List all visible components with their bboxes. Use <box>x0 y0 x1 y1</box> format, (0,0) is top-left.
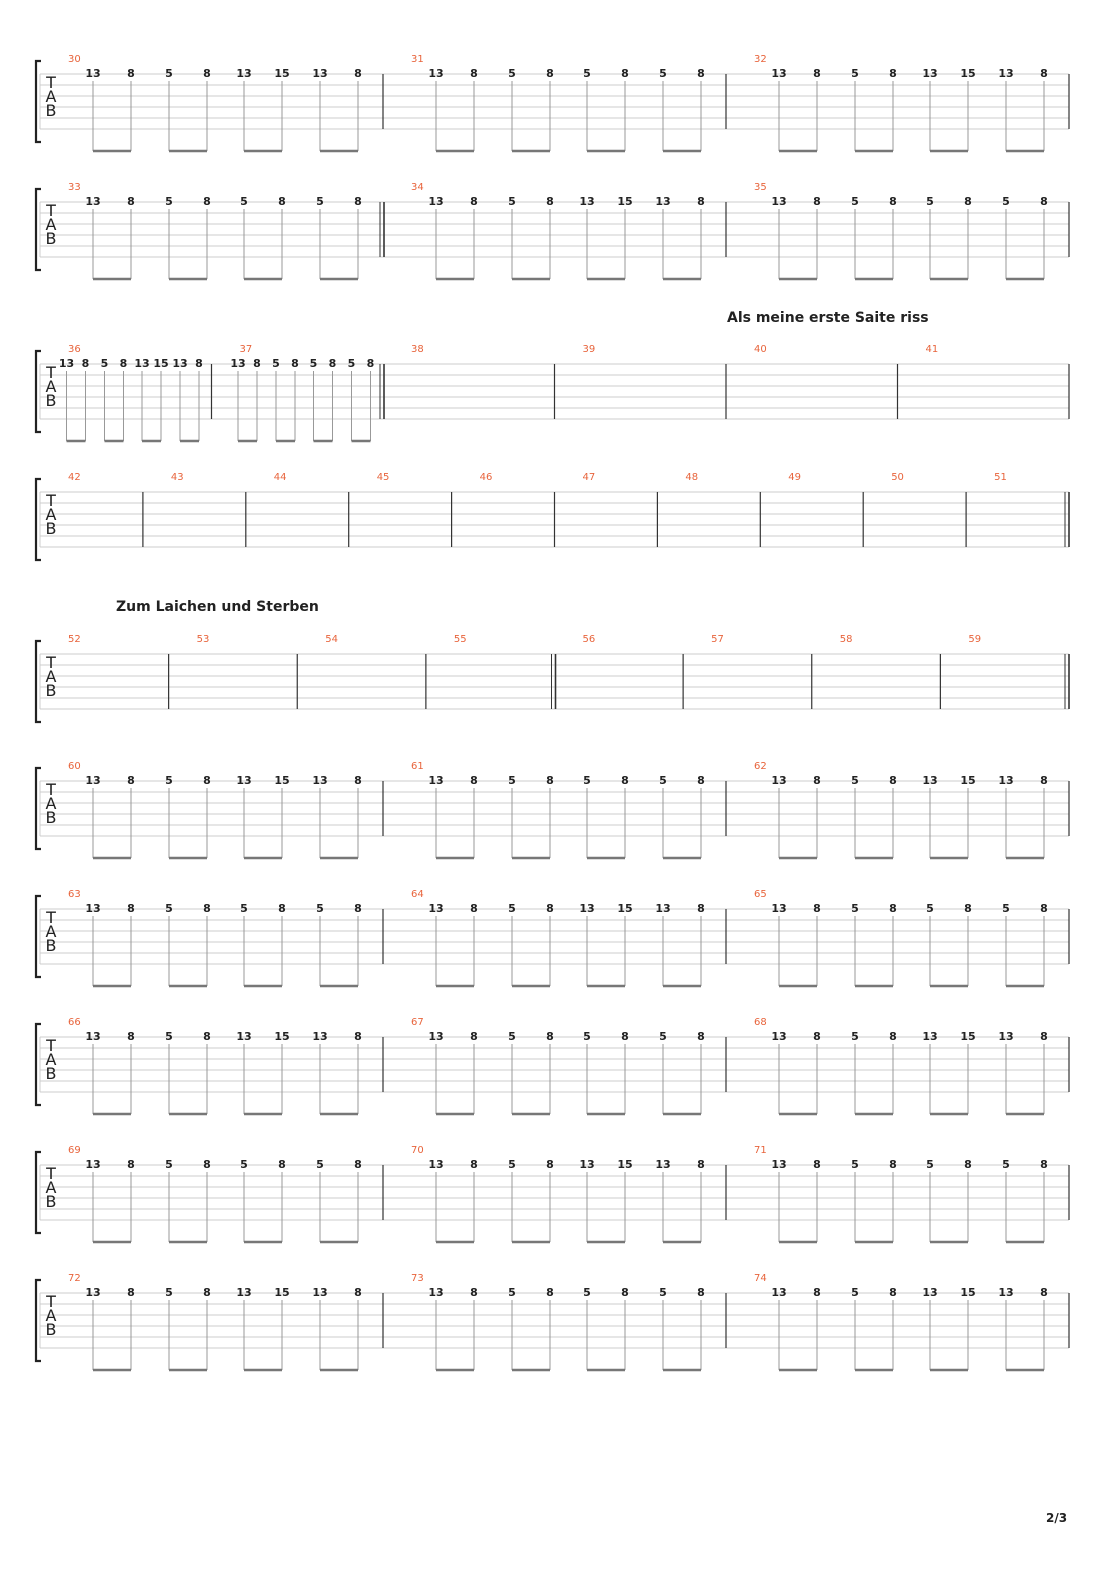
fret-number: 8 <box>1040 1286 1048 1299</box>
fret-number: 13 <box>655 902 671 915</box>
fret-number: 15 <box>960 1030 976 1043</box>
fret-number: 13 <box>771 902 787 915</box>
fret-number: 8 <box>203 195 211 208</box>
fret-number: 5 <box>165 67 173 80</box>
fret-number: 8 <box>354 1286 362 1299</box>
fret-number: 5 <box>508 1286 516 1299</box>
tab-clef-letter: A <box>45 1050 57 1069</box>
fret-number: 13 <box>428 902 444 915</box>
tab-clef-letter: T <box>46 908 56 927</box>
tab-clef-letter: T <box>46 73 56 92</box>
fret-number: 13 <box>236 1286 252 1299</box>
fret-number: 13 <box>428 67 444 80</box>
fret-number: 13 <box>172 357 188 370</box>
measure-number: 47 <box>582 472 596 483</box>
fret-number: 8 <box>354 1030 362 1043</box>
tab-clef-letter: A <box>45 667 57 686</box>
fret-number: 13 <box>312 1286 328 1299</box>
fret-number: 5 <box>240 195 248 208</box>
tab-clef-letter: B <box>45 519 57 538</box>
fret-number: 13 <box>312 1030 328 1043</box>
measure-number: 71 <box>754 1145 767 1156</box>
fret-number: 15 <box>274 1286 290 1299</box>
fret-number: 8 <box>203 1286 211 1299</box>
measure-number: 37 <box>239 344 253 355</box>
measure-number: 61 <box>411 761 424 772</box>
fret-number: 8 <box>697 1030 705 1043</box>
fret-number: 5 <box>851 774 859 787</box>
measure-number: 55 <box>453 634 467 645</box>
fret-number: 13 <box>85 902 101 915</box>
fret-number: 8 <box>366 357 375 370</box>
measure-number: 57 <box>711 634 724 645</box>
fret-number: 5 <box>165 1158 173 1171</box>
tab-clef-letter: B <box>45 391 57 410</box>
measure-number: 39 <box>582 344 596 355</box>
fret-number: 13 <box>85 1030 101 1043</box>
fret-number: 8 <box>813 195 821 208</box>
page-number: 2/3 <box>1046 1511 1068 1525</box>
fret-number: 13 <box>58 357 75 370</box>
fret-number: 5 <box>165 902 173 915</box>
measure-number: 63 <box>68 889 81 900</box>
fret-number: 13 <box>428 1286 444 1299</box>
fret-number: 8 <box>253 357 261 370</box>
fret-number: 5 <box>272 357 280 370</box>
fret-number: 8 <box>697 67 705 80</box>
fret-number: 5 <box>508 195 516 208</box>
fret-number: 13 <box>428 774 444 787</box>
fret-number: 15 <box>153 357 169 370</box>
fret-number: 8 <box>546 1030 554 1043</box>
fret-number: 5 <box>926 195 934 208</box>
fret-number: 5 <box>165 1286 173 1299</box>
measure-number: 66 <box>68 1017 81 1028</box>
measure-number: 60 <box>68 761 81 772</box>
tab-clef-letter: B <box>45 101 57 120</box>
fret-number: 8 <box>354 67 362 80</box>
tab-system-10 <box>36 1273 1069 1370</box>
fret-number: 5 <box>316 902 324 915</box>
fret-number: 8 <box>278 902 286 915</box>
fret-number: 8 <box>813 1030 821 1043</box>
fret-number: 8 <box>470 1158 478 1171</box>
fret-number: 5 <box>659 774 667 787</box>
fret-number: 8 <box>889 67 897 80</box>
fret-number: 8 <box>470 67 478 80</box>
fret-number: 5 <box>508 1030 516 1043</box>
fret-number: 8 <box>697 774 705 787</box>
fret-number: 8 <box>278 1158 286 1171</box>
fret-number: 5 <box>583 1030 591 1043</box>
fret-number: 8 <box>546 67 554 80</box>
tab-clef-letter: A <box>45 1178 57 1197</box>
fret-number: 15 <box>617 902 633 915</box>
fret-number: 13 <box>998 1030 1014 1043</box>
tab-system-3 <box>36 344 1069 441</box>
tab-clef-letter: A <box>45 215 57 234</box>
fret-number: 8 <box>964 195 972 208</box>
fret-number: 8 <box>964 1158 972 1171</box>
fret-number: 8 <box>546 1158 554 1171</box>
fret-number: 8 <box>697 195 705 208</box>
fret-number: 8 <box>546 902 554 915</box>
tab-clef-letter: T <box>46 1292 56 1311</box>
fret-number: 8 <box>889 1030 897 1043</box>
fret-number: 8 <box>813 774 821 787</box>
fret-number: 8 <box>813 1158 821 1171</box>
fret-number: 13 <box>655 1158 671 1171</box>
measure-number: 33 <box>68 182 81 193</box>
fret-number: 15 <box>960 774 976 787</box>
measure-number: 49 <box>788 472 802 483</box>
measure-number: 54 <box>325 634 338 645</box>
tab-system-1 <box>36 54 1069 151</box>
fret-number: 8 <box>813 67 821 80</box>
fret-number: 13 <box>771 195 787 208</box>
fret-number: 13 <box>236 67 252 80</box>
fret-number: 8 <box>470 774 478 787</box>
tab-clef-letter: B <box>45 681 57 700</box>
measure-number: 72 <box>68 1273 81 1284</box>
tab-clef-letter: T <box>46 201 56 220</box>
measure-number: 43 <box>170 472 184 483</box>
fret-number: 8 <box>813 1286 821 1299</box>
fret-number: 8 <box>1040 902 1048 915</box>
fret-number: 15 <box>617 195 633 208</box>
fret-number: 5 <box>240 1158 248 1171</box>
measure-number: 50 <box>891 472 904 483</box>
tab-clef-letter: B <box>45 1320 57 1339</box>
measure-number: 73 <box>411 1273 424 1284</box>
tab-clef-letter: T <box>46 1036 56 1055</box>
fret-number: 13 <box>771 774 787 787</box>
measure-number: 70 <box>411 1145 424 1156</box>
fret-number: 5 <box>851 1158 859 1171</box>
fret-number: 13 <box>579 902 595 915</box>
section-text-als-meine-erste-saite-riss: Als meine erste Saite riss <box>727 310 929 326</box>
measure-number: 46 <box>479 472 493 483</box>
fret-number: 13 <box>230 357 246 370</box>
measure-number: 68 <box>754 1017 767 1028</box>
fret-number: 13 <box>771 1030 787 1043</box>
fret-number: 5 <box>851 195 859 208</box>
fret-number: 13 <box>428 195 444 208</box>
fret-number: 5 <box>583 774 591 787</box>
fret-number: 8 <box>127 67 135 80</box>
fret-number: 13 <box>922 1286 938 1299</box>
tab-clef-letter: B <box>45 229 57 248</box>
fret-number: 8 <box>1040 195 1048 208</box>
measure-number: 64 <box>411 889 424 900</box>
fret-number: 8 <box>195 357 203 370</box>
measure-number: 31 <box>411 54 424 65</box>
fret-number: 8 <box>470 1030 478 1043</box>
measure-number: 65 <box>754 889 767 900</box>
measure-number: 52 <box>68 634 81 645</box>
fret-number: 8 <box>291 357 299 370</box>
fret-number: 15 <box>617 1158 633 1171</box>
fret-number: 5 <box>926 902 934 915</box>
fret-number: 8 <box>119 357 128 370</box>
fret-number: 5 <box>851 1030 859 1043</box>
fret-number: 8 <box>621 774 629 787</box>
fret-number: 8 <box>203 1030 211 1043</box>
fret-number: 5 <box>165 1030 173 1043</box>
tab-clef-letter: T <box>46 653 56 672</box>
measure-number: 38 <box>411 344 424 355</box>
measure-number: 67 <box>411 1017 424 1028</box>
tab-system-7 <box>36 889 1069 986</box>
fret-number: 5 <box>240 902 248 915</box>
fret-number: 8 <box>354 1158 362 1171</box>
measure-number: 69 <box>68 1145 81 1156</box>
fret-number: 15 <box>274 1030 290 1043</box>
measure-number: 48 <box>685 472 699 483</box>
fret-number: 13 <box>428 1158 444 1171</box>
fret-number: 8 <box>546 1286 554 1299</box>
fret-number: 5 <box>165 195 173 208</box>
fret-number: 8 <box>328 357 337 370</box>
fret-number: 5 <box>165 774 173 787</box>
fret-number: 8 <box>127 195 135 208</box>
fret-number: 5 <box>659 67 667 80</box>
fret-number: 13 <box>312 67 328 80</box>
fret-number: 8 <box>621 67 629 80</box>
fret-number: 8 <box>889 774 897 787</box>
fret-number: 8 <box>697 1286 705 1299</box>
fret-number: 13 <box>771 1286 787 1299</box>
fret-number: 5 <box>851 67 859 80</box>
fret-number: 8 <box>697 1158 705 1171</box>
tab-clef-letter: B <box>45 1064 57 1083</box>
fret-number: 8 <box>621 1030 629 1043</box>
fret-number: 13 <box>85 1158 101 1171</box>
fret-number: 13 <box>236 1030 252 1043</box>
fret-number: 5 <box>508 774 516 787</box>
fret-number: 8 <box>203 902 211 915</box>
fret-number: 8 <box>889 195 897 208</box>
measure-number: 36 <box>68 344 81 355</box>
measure-number: 30 <box>68 54 81 65</box>
fret-number: 13 <box>134 357 150 370</box>
fret-number: 5 <box>851 1286 859 1299</box>
measure-number: 44 <box>273 472 287 483</box>
fret-number: 8 <box>964 902 972 915</box>
fret-number: 5 <box>347 357 356 370</box>
measure-number: 58 <box>839 634 853 645</box>
measure-number: 59 <box>968 634 982 645</box>
fret-number: 8 <box>697 902 705 915</box>
measure-number: 74 <box>754 1273 767 1284</box>
fret-number: 8 <box>127 1286 135 1299</box>
fret-number: 8 <box>354 774 362 787</box>
fret-number: 13 <box>312 774 328 787</box>
fret-number: 5 <box>1002 902 1010 915</box>
fret-number: 5 <box>583 1286 591 1299</box>
tab-clef-letter: A <box>45 1306 57 1325</box>
tab-clef-letter: B <box>45 936 57 955</box>
fret-number: 13 <box>922 1030 938 1043</box>
measure-number: 32 <box>754 54 767 65</box>
fret-number: 8 <box>203 1158 211 1171</box>
fret-number: 5 <box>659 1286 667 1299</box>
fret-number: 8 <box>470 902 478 915</box>
fret-number: 5 <box>851 902 859 915</box>
tab-system-2 <box>36 182 1069 279</box>
fret-number: 8 <box>127 774 135 787</box>
tab-system-5 <box>36 634 1069 722</box>
fret-number: 8 <box>470 1286 478 1299</box>
tab-clef-letter: T <box>46 1164 56 1183</box>
measure-number: 51 <box>994 472 1007 483</box>
tab-clef-letter: A <box>45 922 57 941</box>
tab-system-4 <box>36 472 1069 560</box>
fret-number: 8 <box>1040 1030 1048 1043</box>
fret-number: 5 <box>508 902 516 915</box>
measure-number: 41 <box>925 344 939 355</box>
fret-number: 13 <box>85 67 101 80</box>
fret-number: 13 <box>85 774 101 787</box>
fret-number: 5 <box>309 357 318 370</box>
fret-number: 13 <box>85 195 101 208</box>
fret-number: 8 <box>354 195 362 208</box>
fret-number: 8 <box>889 902 897 915</box>
fret-number: 8 <box>81 357 90 370</box>
tab-clef-letter: T <box>46 491 56 510</box>
section-text-zum-laichen-und-sterben: Zum Laichen und Sterben <box>116 599 319 615</box>
measure-number: 40 <box>754 344 767 355</box>
fret-number: 8 <box>621 1286 629 1299</box>
fret-number: 5 <box>926 1158 934 1171</box>
fret-number: 13 <box>655 195 671 208</box>
measure-number: 42 <box>68 472 81 483</box>
measure-number: 45 <box>376 472 390 483</box>
fret-number: 13 <box>771 1158 787 1171</box>
fret-number: 5 <box>508 67 516 80</box>
fret-number: 5 <box>100 357 109 370</box>
fret-number: 5 <box>316 195 324 208</box>
fret-number: 8 <box>127 902 135 915</box>
fret-number: 8 <box>546 195 554 208</box>
fret-number: 13 <box>236 774 252 787</box>
tab-system-8 <box>36 1017 1069 1114</box>
tab-system-6 <box>36 761 1069 858</box>
fret-number: 13 <box>579 1158 595 1171</box>
fret-number: 13 <box>579 195 595 208</box>
fret-number: 8 <box>470 195 478 208</box>
fret-number: 13 <box>428 1030 444 1043</box>
measure-number: 34 <box>411 182 424 193</box>
fret-number: 8 <box>813 902 821 915</box>
tab-clef-letter: A <box>45 505 57 524</box>
fret-number: 8 <box>203 67 211 80</box>
fret-number: 5 <box>583 67 591 80</box>
fret-number: 8 <box>546 774 554 787</box>
measure-number: 62 <box>754 761 767 772</box>
fret-number: 5 <box>1002 1158 1010 1171</box>
tab-clef-letter: A <box>45 377 57 396</box>
fret-number: 5 <box>508 1158 516 1171</box>
fret-number: 13 <box>998 1286 1014 1299</box>
fret-number: 8 <box>889 1286 897 1299</box>
measure-number: 53 <box>196 634 210 645</box>
fret-number: 15 <box>274 67 290 80</box>
tab-system-9 <box>36 1145 1069 1242</box>
tab-clef-letter: A <box>45 87 57 106</box>
tab-clef-letter: T <box>46 780 56 799</box>
fret-number: 8 <box>127 1030 135 1043</box>
fret-number: 15 <box>274 774 290 787</box>
fret-number: 8 <box>127 1158 135 1171</box>
fret-number: 13 <box>998 67 1014 80</box>
fret-number: 13 <box>85 1286 101 1299</box>
tab-clef-letter: B <box>45 1192 57 1211</box>
fret-number: 15 <box>960 1286 976 1299</box>
fret-number: 13 <box>998 774 1014 787</box>
fret-number: 8 <box>1040 67 1048 80</box>
fret-number: 8 <box>1040 774 1048 787</box>
measure-number: 56 <box>582 634 596 645</box>
fret-number: 5 <box>659 1030 667 1043</box>
fret-number: 8 <box>203 774 211 787</box>
fret-number: 8 <box>354 902 362 915</box>
fret-number: 13 <box>922 67 938 80</box>
tab-clef-letter: T <box>46 363 56 382</box>
tab-clef-letter: B <box>45 808 57 827</box>
tab-clef-letter: A <box>45 794 57 813</box>
fret-number: 8 <box>1040 1158 1048 1171</box>
fret-number: 15 <box>960 67 976 80</box>
fret-number: 5 <box>316 1158 324 1171</box>
fret-number: 5 <box>1002 195 1010 208</box>
fret-number: 13 <box>771 67 787 80</box>
measure-number: 35 <box>754 182 767 193</box>
fret-number: 8 <box>278 195 286 208</box>
fret-number: 13 <box>922 774 938 787</box>
fret-number: 8 <box>889 1158 897 1171</box>
